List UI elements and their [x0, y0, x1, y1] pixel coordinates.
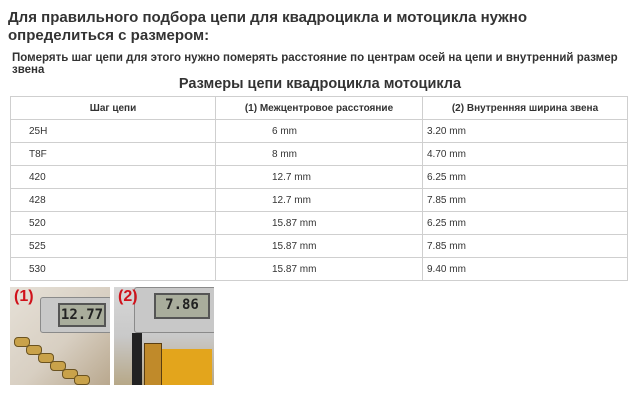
cell-inner-width: 9.40 mm	[423, 258, 628, 281]
cell-pitch: 420	[11, 166, 216, 189]
cell-inner-width: 3.20 mm	[423, 120, 628, 143]
table-row	[11, 235, 628, 258]
cell-inner-width: 6.25 mm	[423, 212, 628, 235]
cell-center-distance: 6 mm	[216, 120, 423, 143]
cell-pitch: 428	[11, 189, 216, 212]
chain-size-table	[10, 96, 628, 281]
table-title: Размеры цепи квадроцикла мотоцикла	[178, 76, 462, 92]
column-header-inner-width: (2) Внутренняя ширина звена	[423, 97, 628, 120]
cell-pitch: 520	[11, 212, 216, 235]
cell-pitch: 530	[11, 258, 216, 281]
table-row	[11, 258, 628, 281]
instruction-text: Померять шаг цепи для этого нужно померять расстояние по центрам осей на цепи и внутренний размер звена	[12, 52, 618, 76]
table-row	[11, 189, 628, 212]
photo-inner-width	[114, 287, 214, 385]
table-header-row	[11, 97, 628, 120]
cell-inner-width: 7.85 mm	[423, 235, 628, 258]
table-row	[11, 120, 628, 143]
column-header-center-distance: (1) Межцентровое расстояние	[216, 97, 423, 120]
photo-label-1: (1)	[14, 288, 34, 305]
caliper-display: 12.77	[58, 303, 106, 327]
cell-pitch: 25H	[11, 120, 216, 143]
table-row	[11, 212, 628, 235]
cell-center-distance: 12.7 mm	[216, 189, 423, 212]
sprocket-graphic	[162, 349, 212, 385]
chain-link-graphic	[74, 375, 90, 385]
chain-plate-graphic	[144, 343, 162, 385]
cell-inner-width: 6.25 mm	[423, 166, 628, 189]
cell-center-distance: 15.87 mm	[216, 258, 423, 281]
caliper-jaw-graphic	[132, 333, 142, 385]
column-header-pitch: Шаг цепи	[11, 97, 216, 120]
cell-inner-width: 4.70 mm	[423, 143, 628, 166]
cell-center-distance: 15.87 mm	[216, 235, 423, 258]
caliper-display: 7.86	[154, 293, 210, 319]
table-row	[11, 143, 628, 166]
table-row	[11, 166, 628, 189]
cell-center-distance: 8 mm	[216, 143, 423, 166]
photo-label-2: (2)	[118, 288, 138, 305]
cell-center-distance: 15.87 mm	[216, 212, 423, 235]
photo-center-distance	[10, 287, 110, 385]
cell-pitch: 525	[11, 235, 216, 258]
cell-pitch: T8F	[11, 143, 216, 166]
page-heading: Для правильного подбора цепи для квадроцикла и мотоцикла нужно определиться с размером:	[8, 9, 528, 44]
cell-inner-width: 7.85 mm	[423, 189, 628, 212]
cell-center-distance: 12.7 mm	[216, 166, 423, 189]
